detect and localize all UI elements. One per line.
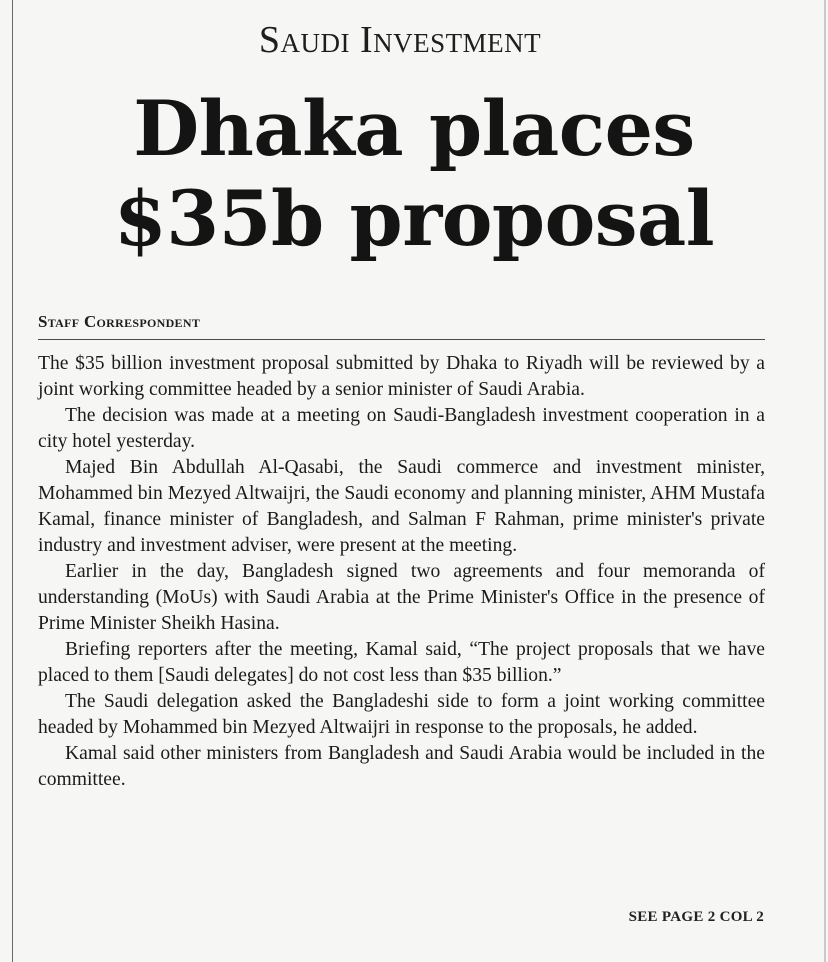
headline-line-1: Dhaka places [133, 84, 695, 173]
article-body [38, 351, 765, 793]
article-headline [22, 84, 806, 264]
article-paragraph-7: Kamal said other ministers from Bangladesh and Saudi Arabia would be included in the committee. [38, 743, 765, 790]
article-kicker: Saudi Investment [258, 19, 542, 61]
headline-line-2: $35b proposal [113, 174, 715, 263]
byline-divider [38, 339, 765, 340]
article-paragraph-6: The Saudi delegation asked the Bangladeshi side to form a joint working committee headed by Mohammed bin Mezyed Altwaijri in response to the proposals, he added. [38, 691, 765, 738]
page-edge-right [824, 0, 826, 962]
article-paragraph-2: The decision was made at a meeting on Saudi-Bangladesh investment cooperation in a city hotel yesterday. [38, 405, 765, 452]
article-paragraph-5: Briefing reporters after the meeting, Kamal said, “The project proposals that we have placed to them [Saudi delegates] do not cost less than $35 billion.” [38, 639, 765, 686]
continuation-jump-link[interactable]: SEE PAGE 2 COL 2 [628, 909, 764, 925]
article-paragraph-3: Majed Bin Abdullah Al-Qasabi, the Saudi commerce and investment minister, Mohammed bin Mezyed Altwaijri, the Saudi economy and planning minister, AHM Mustafa Kamal, finance minister of Bangladesh, and Salman F Rahman, prime minister's private industry and investment adviser, were present at the meeting. [38, 457, 765, 556]
column-divider-left [12, 0, 13, 962]
article-byline: Staff Correspondent [38, 312, 201, 331]
article-paragraph-1: The $35 billion investment proposal submitted by Dhaka to Riyadh will be reviewed by a joint working committee headed by a senior minister of Saudi Arabia. [38, 353, 765, 400]
article-paragraph-4: Earlier in the day, Bangladesh signed two agreements and four memoranda of understanding (MoUs) with Saudi Arabia at the Prime Minister's Office in the presence of Prime Minister Sheikh Hasina. [38, 561, 765, 634]
